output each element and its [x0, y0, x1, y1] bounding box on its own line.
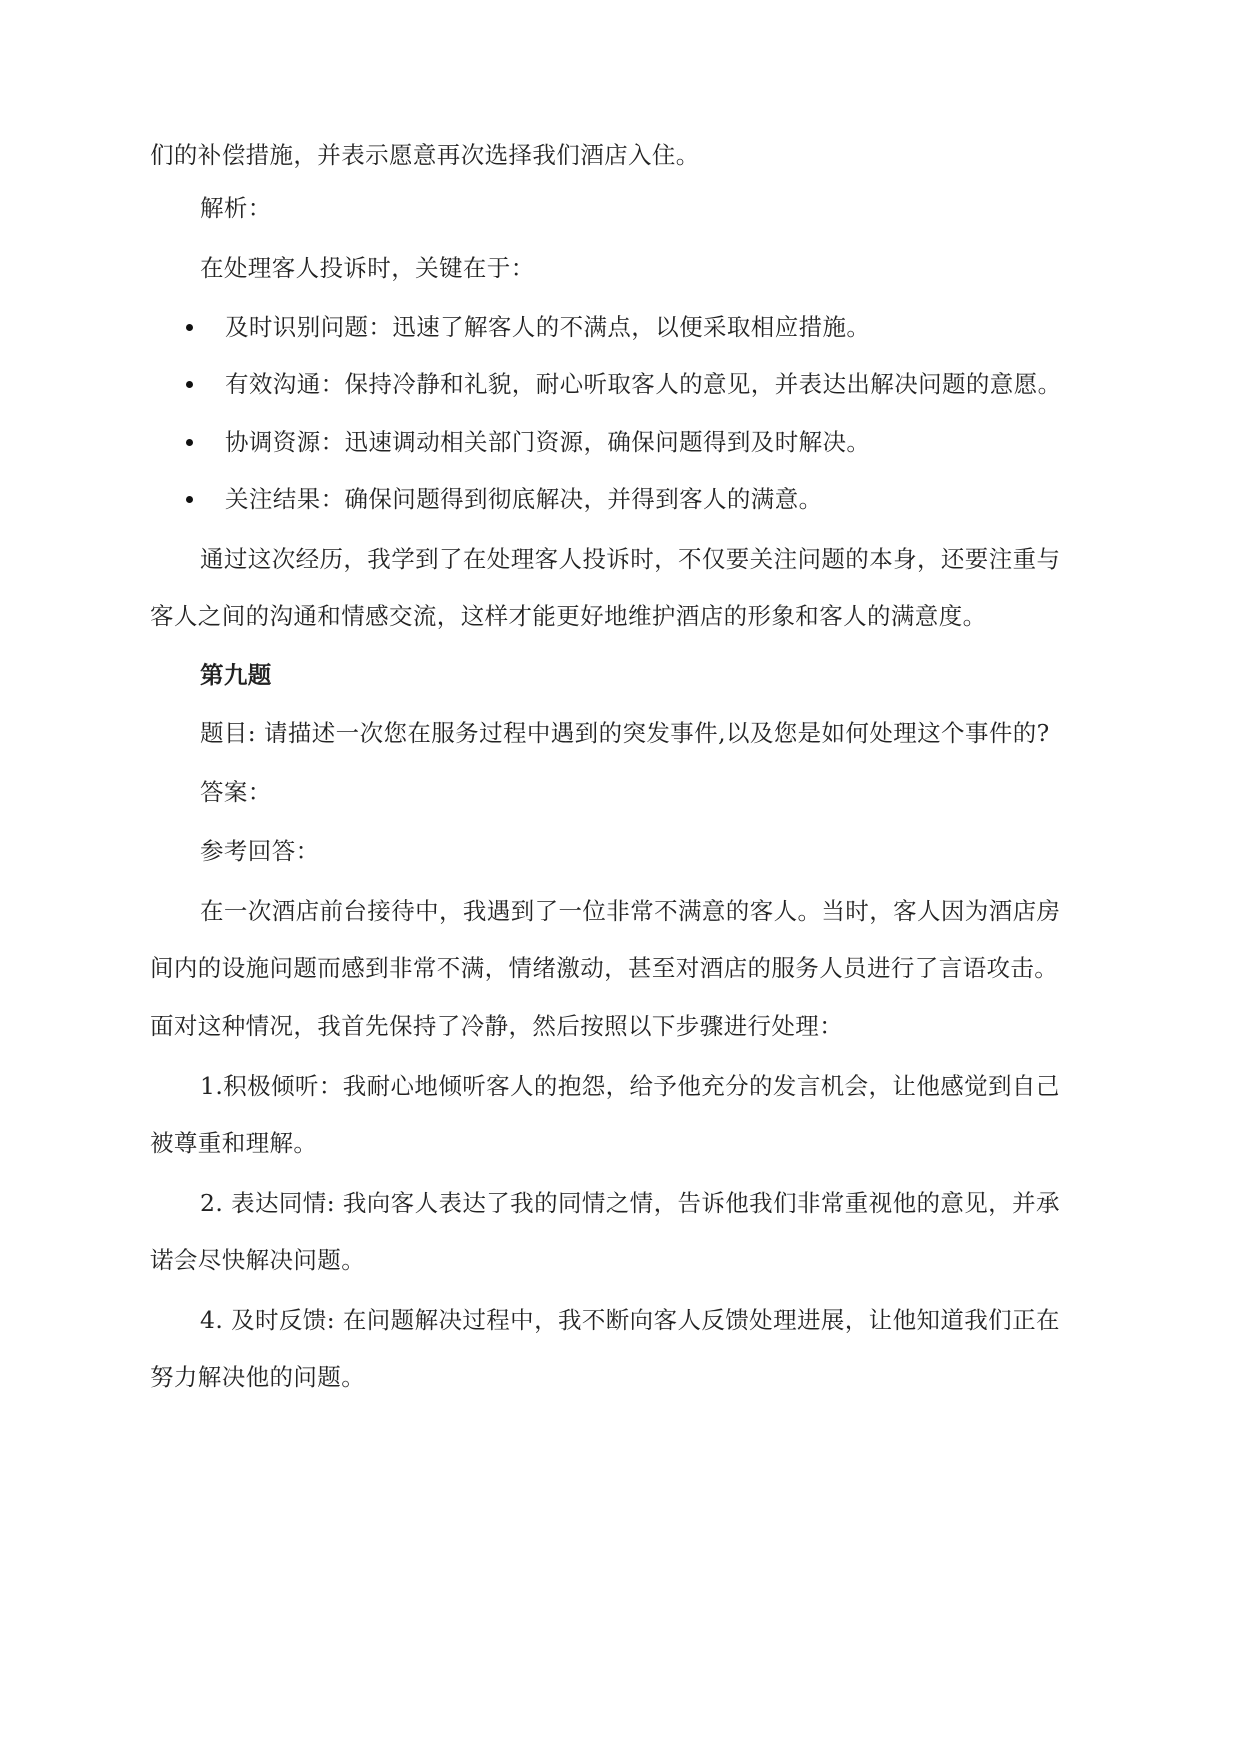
paragraph-line: 2. 表达同情: 我向客人表达了我的同情之情，告诉他我们非常重视他的意见，并承: [200, 1189, 1060, 1217]
paragraph-line: 诺会尽快解决问题。: [150, 1246, 366, 1274]
list-item-text: 及时识别问题：迅速了解客人的不满点，以便采取相应措施。: [225, 313, 871, 341]
analysis-label: 解析：: [200, 194, 272, 222]
list-item-text: 协调资源：迅速调动相关部门资源，确保问题得到及时解决。: [225, 428, 871, 456]
bullet-icon: [186, 439, 193, 446]
question-text: 题目: 请描述一次您在服务过程中遇到的突发事件,以及您是如何处理这个事件的?: [200, 719, 1050, 747]
answer-label: 答案：: [200, 778, 272, 806]
paragraph-line: 面对这种情况，我首先保持了冷静，然后按照以下步骤进行处理：: [150, 1012, 844, 1040]
paragraph-line: 在一次酒店前台接待中，我遇到了一位非常不满意的客人。当时，客人因为酒店房: [200, 897, 1061, 925]
list-item-text: 有效沟通：保持冷静和礼貌，耐心听取客人的意见，并表达出解决问题的意愿。: [225, 370, 1062, 398]
paragraph-line: 1.积极倾听：我耐心地倾听客人的抱怨，给予他充分的发言机会，让他感觉到自己: [200, 1072, 1060, 1100]
paragraph-line: 努力解决他的问题。: [150, 1363, 366, 1391]
reference-label: 参考回答：: [200, 837, 320, 865]
bullet-icon: [186, 496, 193, 503]
bullet-icon: [186, 381, 193, 388]
bullet-icon: [186, 324, 193, 331]
paragraph-line: 通过这次经历，我学到了在处理客人投诉时，不仅要关注问题的本身，还要注重与: [200, 545, 1061, 573]
paragraph-line: 在处理客人投诉时，关键在于：: [200, 254, 535, 282]
paragraph-line: 被尊重和理解。: [150, 1129, 318, 1157]
list-item-text: 关注结果：确保问题得到彻底解决，并得到客人的满意。: [225, 485, 823, 513]
paragraph-line: 4. 及时反馈: 在问题解决过程中，我不断向客人反馈处理进展，让他知道我们正在: [200, 1306, 1060, 1334]
paragraph-line: 客人之间的沟通和情感交流，这样才能更好地维护酒店的形象和客人的满意度。: [150, 602, 987, 630]
paragraph-line: 间内的设施问题而感到非常不满，情绪激动，甚至对酒店的服务人员进行了言语攻击。: [150, 954, 1059, 982]
section-heading: 第九题: [200, 661, 272, 689]
paragraph-line: 们的补偿措施，并表示愿意再次选择我们酒店入住。: [150, 141, 700, 169]
